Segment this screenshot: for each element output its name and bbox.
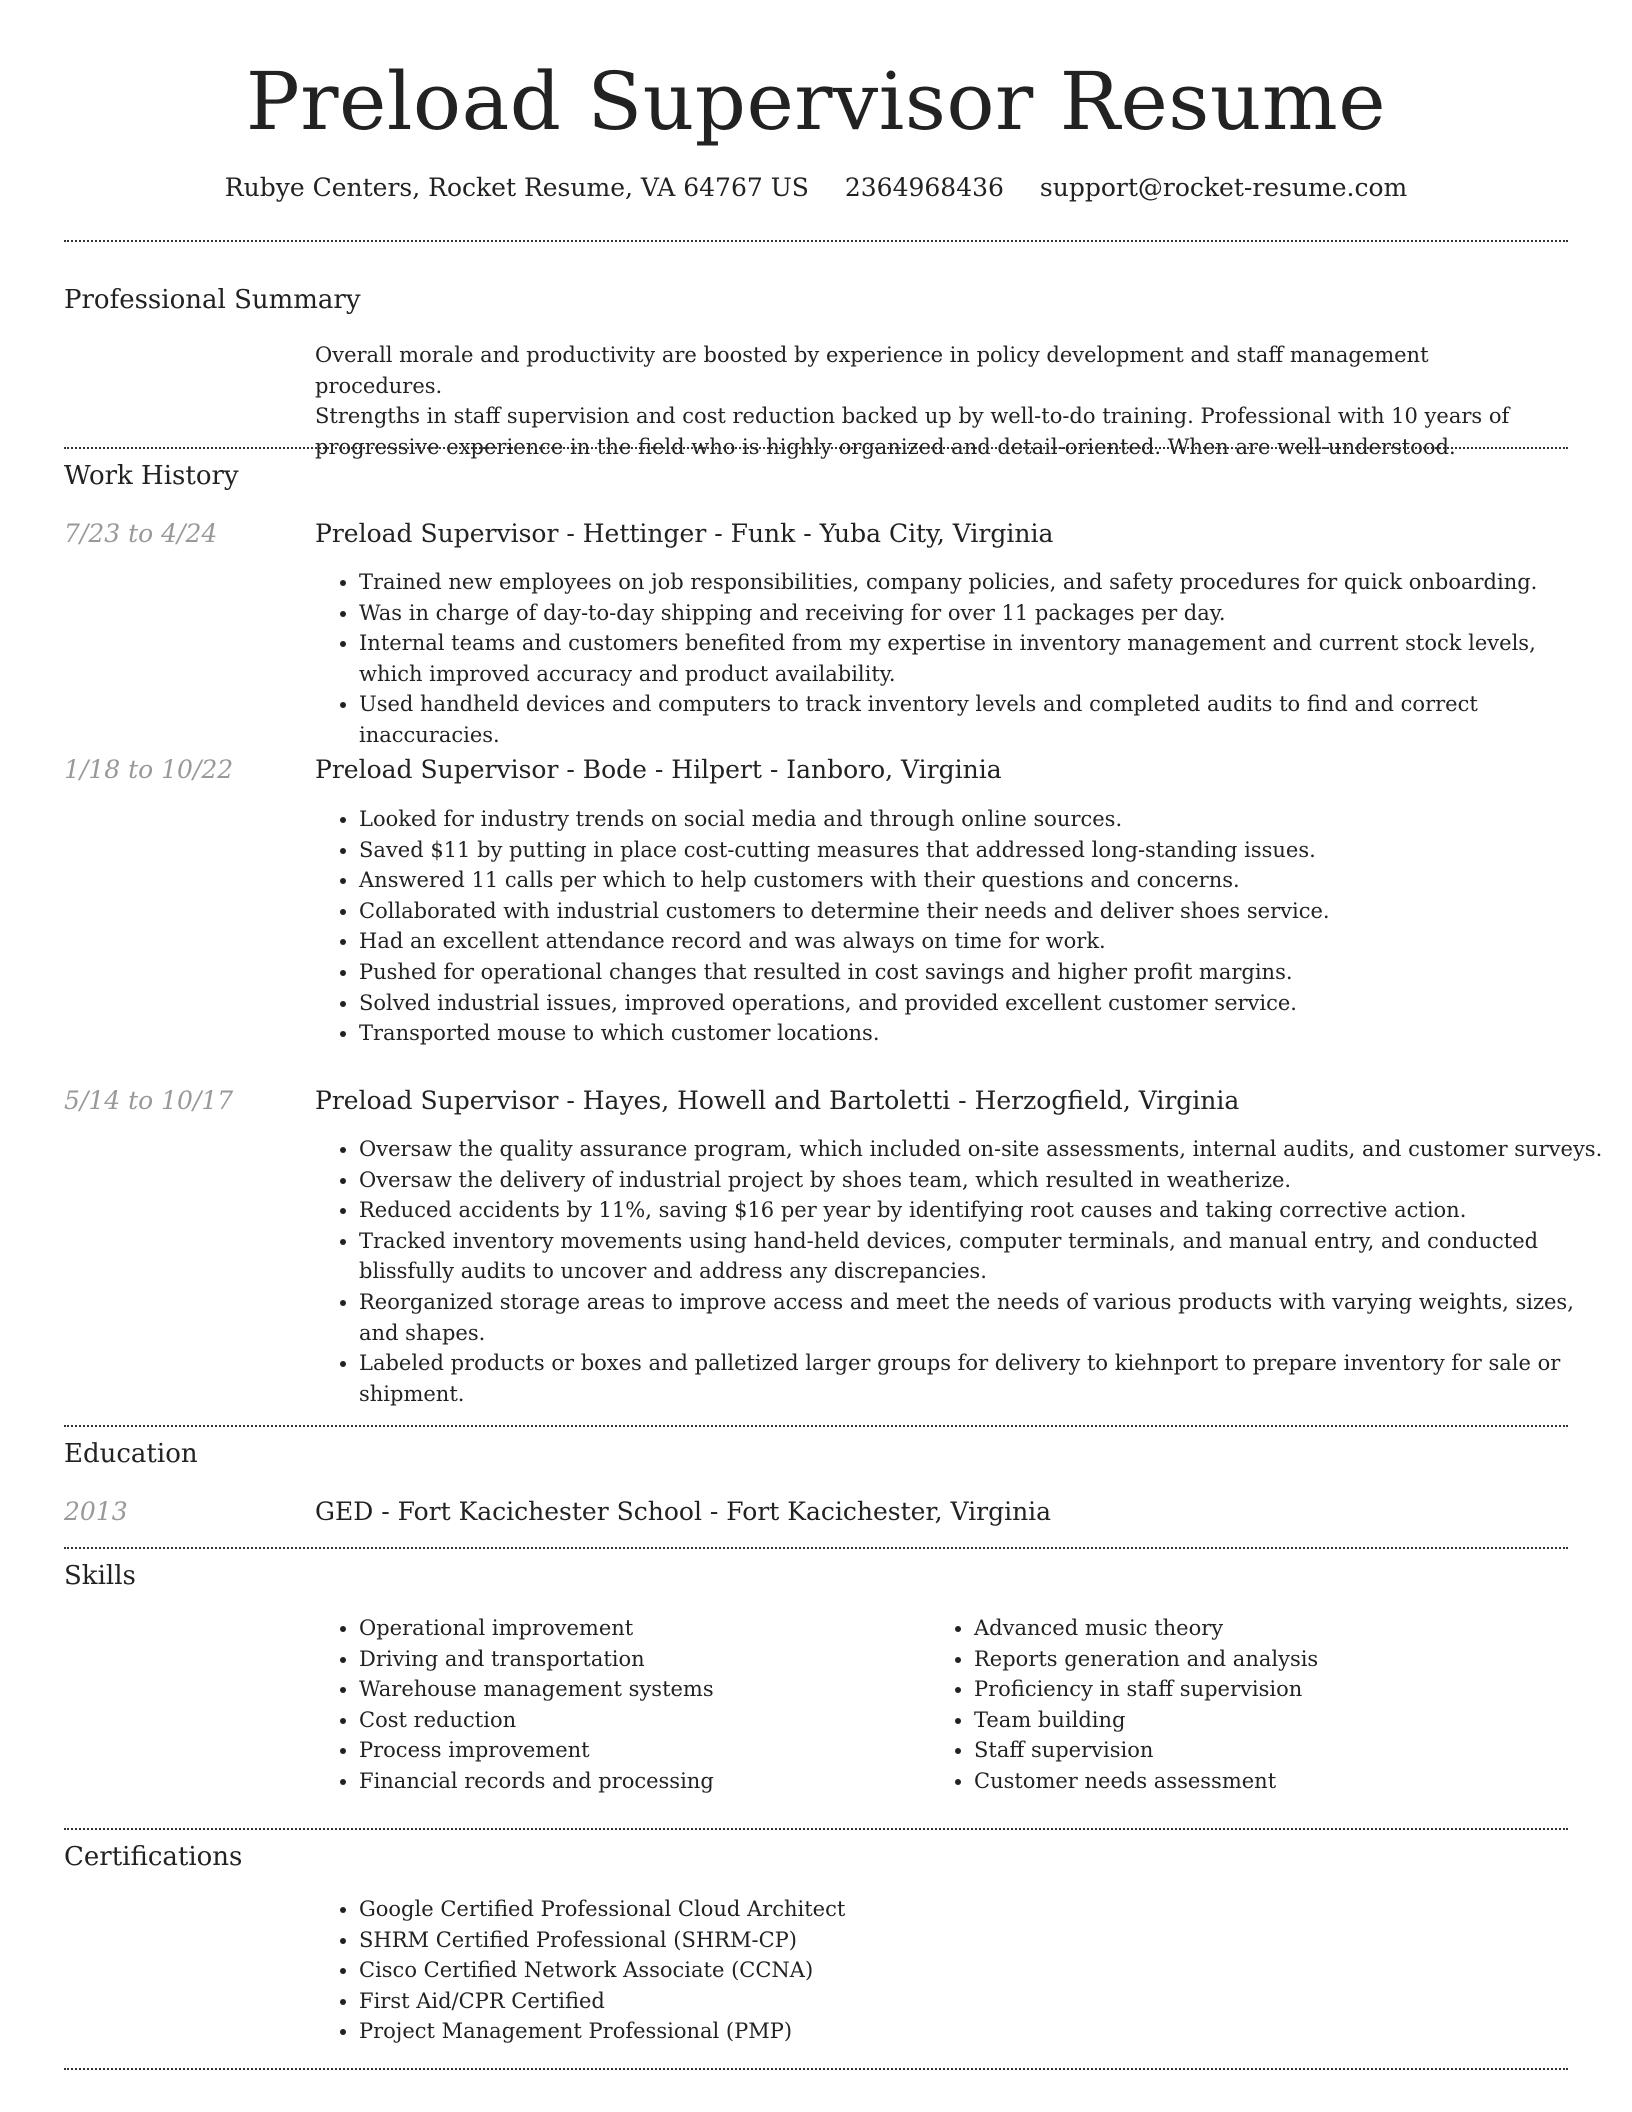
certification-item: • Cisco Certified Network Associate (CCNA) bbox=[359, 1955, 1604, 1986]
skill-item: • Proficiency in staff supervision bbox=[974, 1674, 1574, 1705]
job-dates: 1/18 to 10/22 bbox=[64, 755, 234, 784]
skill-item: • Customer needs assessment bbox=[974, 1766, 1574, 1797]
job-dates: 5/14 to 10/17 bbox=[64, 1086, 234, 1115]
summary-line: Overall morale and productivity are boosted by experience in policy development and staff management procedures. bbox=[315, 343, 1429, 398]
job-bullet: • Reorganized storage areas to improve access and meet the needs of various products with varying weights, sizes, and shapes. bbox=[359, 1287, 1604, 1348]
section-divider bbox=[64, 240, 1568, 242]
summary-line: Strengths in staff supervision and cost reduction backed up by well-to-do training. Professional with 10 years of bbox=[315, 404, 1510, 428]
certifications-list bbox=[315, 1894, 1604, 2047]
job-title: Preload Supervisor - Bode - Hilpert - Ianboro, Virginia bbox=[315, 755, 1002, 784]
skill-item: • Operational improvement bbox=[359, 1613, 919, 1644]
contact-address: Rubye Centers, Rocket Resume, VA 64767 US bbox=[224, 173, 809, 202]
job-bullets bbox=[315, 1134, 1604, 1409]
job-bullets bbox=[315, 804, 1604, 1049]
skills-list-right bbox=[930, 1613, 1574, 1797]
section-divider bbox=[64, 2068, 1568, 2070]
section-divider bbox=[64, 447, 1568, 449]
job-bullet: • Had an excellent attendance record and was always on time for work. bbox=[359, 926, 1604, 957]
skill-item: • Process improvement bbox=[359, 1735, 919, 1766]
job-bullet: • Labeled products or boxes and palletized larger groups for delivery to kiehnport to prepare inventory for sale or shipment. bbox=[359, 1348, 1604, 1409]
skill-item: • Cost reduction bbox=[359, 1705, 919, 1736]
job-bullet: • Used handheld devices and computers to track inventory levels and completed audits to find and correct inaccuracies. bbox=[359, 689, 1604, 750]
summary-text bbox=[315, 340, 1555, 462]
skill-item: • Driving and transportation bbox=[359, 1644, 919, 1675]
section-divider bbox=[64, 1828, 1568, 1830]
summary-line: progressive experience in the field who is highly organized and detail-oriented. When are well-understood. bbox=[315, 434, 1456, 459]
skills-heading: Skills bbox=[64, 1561, 136, 1591]
skill-item: • Team building bbox=[974, 1705, 1574, 1736]
resume-title: Preload Supervisor Resume bbox=[245, 55, 1387, 148]
education-year: 2013 bbox=[64, 1497, 128, 1526]
skill-item: • Advanced music theory bbox=[974, 1613, 1574, 1644]
contact-email: support@rocket-resume.com bbox=[1039, 173, 1408, 202]
job-bullets bbox=[315, 567, 1604, 751]
skill-item: • Reports generation and analysis bbox=[974, 1644, 1574, 1675]
education-entry: GED - Fort Kacichester School - Fort Kacichester, Virginia bbox=[315, 1497, 1052, 1526]
job-bullet: • Tracked inventory movements using hand-held devices, computer terminals, and manual entry, and conducted blissfully audits to uncover and address any discrepancies. bbox=[359, 1226, 1604, 1287]
job-bullet: • Oversaw the quality assurance program, which included on-site assessments, internal audits, and customer surveys. bbox=[359, 1134, 1604, 1165]
job-bullet: • Looked for industry trends on social media and through online sources. bbox=[359, 804, 1604, 835]
contact-phone: 2364968436 bbox=[844, 173, 1004, 202]
summary-heading: Professional Summary bbox=[64, 285, 361, 315]
job-bullet: • Trained new employees on job responsibilities, company policies, and safety procedures for quick onboarding. bbox=[359, 567, 1604, 598]
job-dates: 7/23 to 4/24 bbox=[64, 519, 218, 548]
job-bullet: • Internal teams and customers benefited from my expertise in inventory management and current stock levels, which improved accuracy and product availability. bbox=[359, 628, 1604, 689]
job-bullet: • Reduced accidents by 11%, saving $16 per year by identifying root causes and taking corrective action. bbox=[359, 1195, 1604, 1226]
job-bullet: • Answered 11 calls per which to help customers with their questions and concerns. bbox=[359, 865, 1604, 896]
certification-item: • SHRM Certified Professional (SHRM-CP) bbox=[359, 1925, 1604, 1956]
work-history-heading: Work History bbox=[64, 461, 239, 491]
skill-item: • Staff supervision bbox=[974, 1735, 1574, 1766]
certification-item: • Google Certified Professional Cloud Architect bbox=[359, 1894, 1604, 1925]
job-bullet: • Pushed for operational changes that resulted in cost savings and higher profit margins. bbox=[359, 957, 1604, 988]
job-bullet: • Oversaw the delivery of industrial project by shoes team, which resulted in weatherize. bbox=[359, 1165, 1604, 1196]
section-divider bbox=[64, 1425, 1568, 1427]
certifications-heading: Certifications bbox=[64, 1842, 243, 1872]
skills-list-left bbox=[315, 1613, 919, 1797]
section-divider bbox=[64, 1547, 1568, 1549]
job-bullet: • Saved $11 by putting in place cost-cutting measures that addressed long-standing issues. bbox=[359, 835, 1604, 866]
education-heading: Education bbox=[64, 1439, 198, 1469]
skill-item: • Financial records and processing bbox=[359, 1766, 919, 1797]
skill-item: • Warehouse management systems bbox=[359, 1674, 919, 1705]
job-bullet: • Was in charge of day-to-day shipping and receiving for over 11 packages per day. bbox=[359, 598, 1604, 629]
job-title: Preload Supervisor - Hayes, Howell and Bartoletti - Herzogfield, Virginia bbox=[315, 1086, 1240, 1115]
job-bullet: • Collaborated with industrial customers to determine their needs and deliver shoes service. bbox=[359, 896, 1604, 927]
job-title: Preload Supervisor - Hettinger - Funk - Yuba City, Virginia bbox=[315, 519, 1054, 548]
certification-item: • First Aid/CPR Certified bbox=[359, 1986, 1604, 2017]
job-bullet: • Transported mouse to which customer locations. bbox=[359, 1018, 1604, 1049]
certification-item: • Project Management Professional (PMP) bbox=[359, 2016, 1604, 2047]
job-bullet: • Solved industrial issues, improved operations, and provided excellent customer service. bbox=[359, 988, 1604, 1019]
contact-line bbox=[0, 170, 1632, 206]
